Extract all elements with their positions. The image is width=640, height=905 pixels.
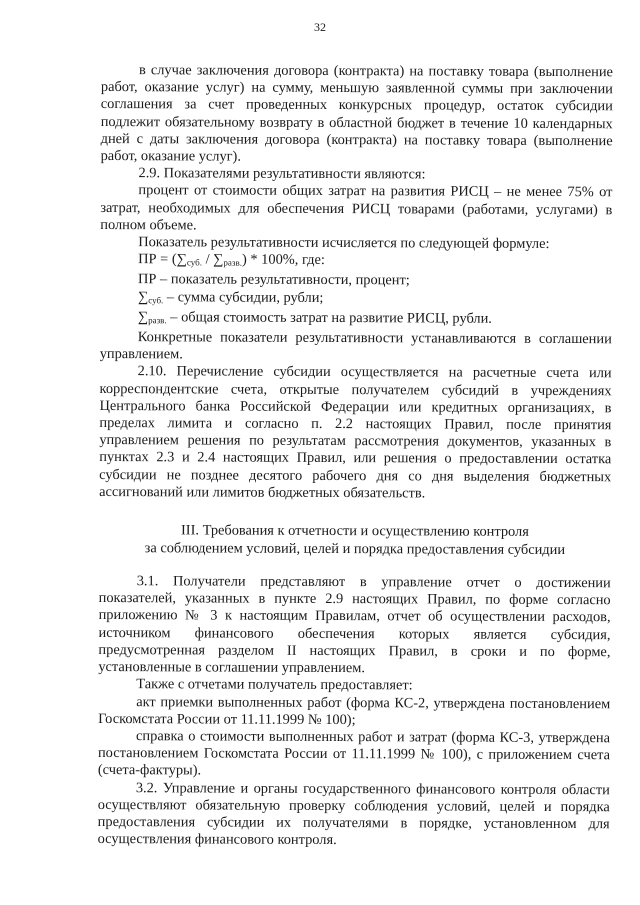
formula-def-sub: $\sum_{суб.}$ – сумма субсидии, рубли; — [137, 288, 324, 306]
paragraph-formula-intro: Показатель результативности исчисляется по следующей формуле: — [138, 234, 550, 252]
paragraph-spravka-ks3: справка о стоимости выполненных работ и затрат (форма КС-3, утверждена постановлением Госкомстата России от 11.11.1999 № 100), с приложением счета (счета-фактуры). — [97, 728, 611, 779]
paragraph-also-provides: Также с отчетами получатель предоставляет: — [136, 676, 413, 694]
section-heading-line1: III. Требования к отчетности и осуществлению контроля — [180, 522, 529, 540]
paragraph-2-9-heading: 2.9. Показателями результативности являются: — [138, 165, 426, 183]
paragraph-2-10: 2.10. Перечисление субсидии осуществляется на расчетные счета или корреспондентские счета, открытые получателем субсидий в учреждениях Центрального банка Российской Федерации или кредитных организациях, в пределах лимита и согласно п. 2.2 настоящих Правил, после принятия управлением решения по результатам рассмотрения документов, указанных в пунктах 2.3 и 2.4 настоящих Правил, или решения о предоставлении остатка субсидии не позднее десятого рабочего дня со дня выделения бюджетных ассигнований или лимитов бюджетных обязательств. — [99, 363, 612, 502]
paragraph-act-ks2: акт приемки выполненных работ (форма КС-2, утверждена постановлением Госкомстата России от 11.11.1999 № 100); — [98, 693, 611, 728]
formula-def-razv: $\sum_{разв.}$ – общая стоимость затрат на развитие РИСЦ, рубли. — [137, 309, 492, 327]
page-number: 32 — [314, 20, 326, 34]
paragraph-contract-return: в случае заключения договора (контракта) на поставку товара (выполнение работ, оказание услуг) на сумму, меньшую заявленной суммы при заключении соглашения за счет проведенных конкурсных процедур, остаток субсидии подлежит обязательному возврату в областной бюджет в течение 10 календарных дней с даты заключения договора (контракта) на поставку товара (выполнение работ, оказание услуг). — [100, 62, 613, 165]
section-heading — [99, 521, 611, 559]
formula-main: ПР = $(\sum_{суб.} / \sum_{разв.}) * 100\%$, где: — [138, 251, 325, 269]
section-heading-line2: за соблюдением условий, целей и порядка предоставления субсидии — [144, 540, 566, 559]
paragraph-specific-indicators: Конкретные показатели результативности устанавливаются в соглашении управлением. — [99, 329, 612, 363]
document-body — [98, 62, 613, 851]
formula-def-pr: ПР – показатель результативности, процент; — [138, 271, 410, 289]
paragraph-3-1: 3.1. Получатели представляют в управление отчет о достижении показателей, указанных в пункте 2.9 настоящих Правил, по форме согласно приложению № 3 к настоящим Правилам, отчет об осуществлении расходов, источником финансового обеспечения которых является субсидия, предусмотренная разделом II настоящих Правил, в сроки и по форме, установленные в соглашении управлением. — [98, 573, 611, 677]
paragraph-3-2: 3.2. Управление и органы государственного финансового контроля области осуществляют обязательную проверку соблюдения условий, целей и порядка предоставления субсидии их получателями в порядке, установленном для осуществления финансового контроля. — [97, 779, 610, 849]
paragraph-percent-indicator: процент от стоимости общих затрат на развития РИСЦ – не менее 75% от затрат, необходимых для обеспечения РИСЦ товарами (работами, услугами) в полном объеме. — [100, 182, 613, 234]
